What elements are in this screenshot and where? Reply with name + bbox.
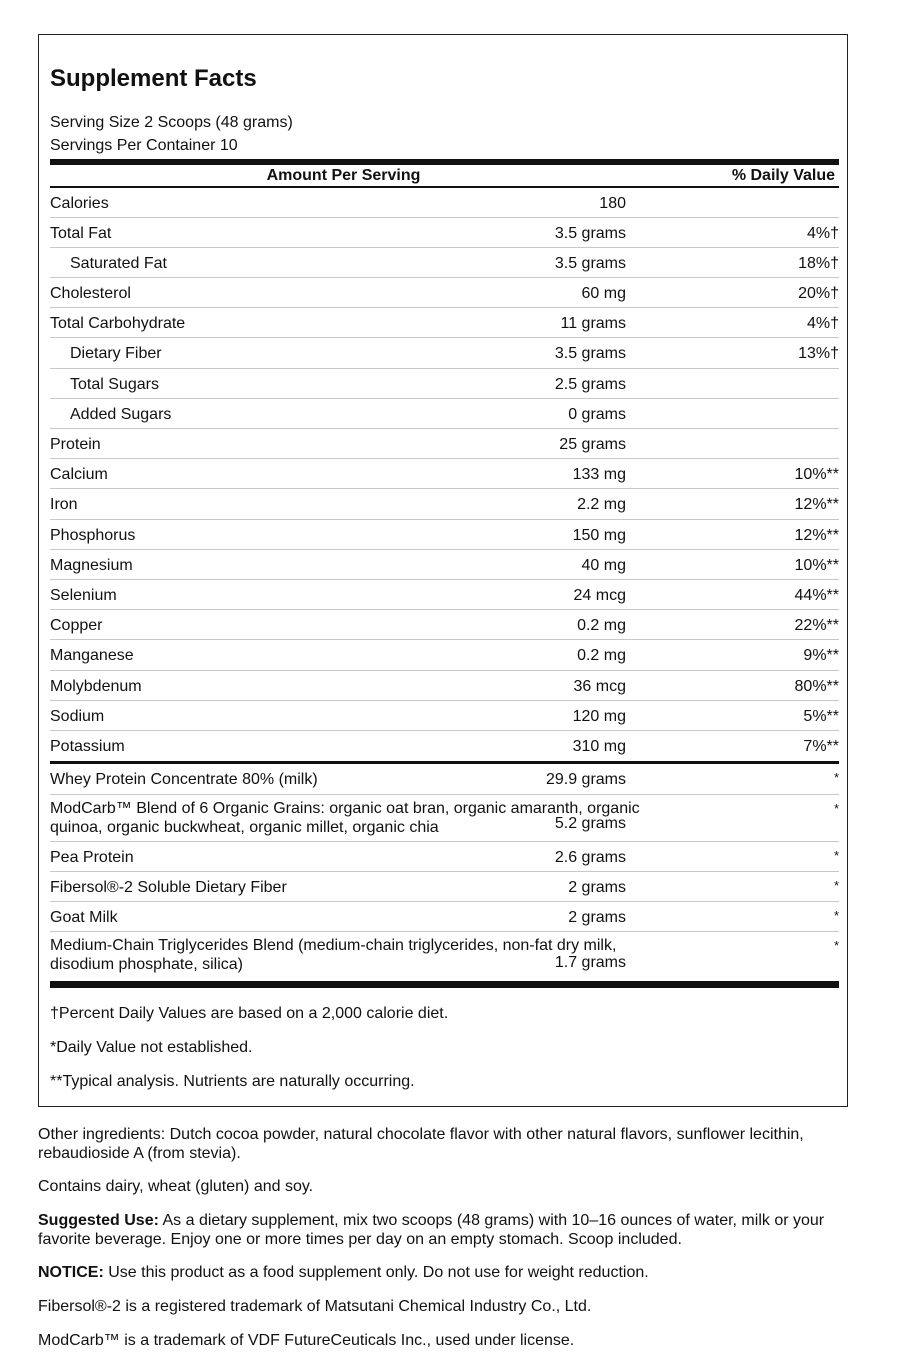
ingredient-row [50,764,839,795]
nutrient-dv: 7%** [803,738,839,755]
nutrient-row-total-carbohydrate [50,308,839,338]
amount-per-serving-header: Amount Per Serving [266,167,421,184]
nutrient-row-iron [50,489,839,520]
footnote-dagger: †Percent Daily Values are based on a 2,000 calorie diet. [50,1005,449,1022]
nutrient-amount: 180 [599,195,626,212]
nutrient-amount: 120 mg [572,708,626,725]
fibersol-trademark: Fibersol®-2 is a registered trademark of Matsutani Chemical Industry Co., Ltd. [38,1298,592,1315]
nutrient-row-manganese [50,640,839,671]
nutrient-row-selenium [50,580,839,610]
ingredient-name: Medium-Chain Triglycerides Blend (medium-chain triglycerides, non-fat dry milk, disodium phosphate, silica) [50,937,617,973]
nutrient-amount: 310 mg [572,738,626,755]
ingredient-dv: * [833,801,839,816]
nutrient-name: Dietary Fiber [70,345,162,362]
suggested-use [38,1211,838,1249]
ingredient-name: Pea Protein [50,849,134,866]
nutrient-amount: 133 mg [572,466,626,483]
other-ingredients: Other ingredients: Dutch cocoa powder, natural chocolate flavor with other natural flavors, sunflower lecithin, rebaudioside A (from stevia). [38,1126,804,1162]
ingredient-row [50,872,839,902]
nutrient-name: Phosphorus [50,527,136,544]
nutrient-name: Calcium [50,466,108,483]
footnote-double-star: **Typical analysis. Nutrients are naturally occurring. [50,1073,415,1090]
nutrient-dv: 80%** [794,678,839,695]
nutrient-row-copper [50,610,839,640]
ingredient-amount: 2.6 grams [554,849,626,866]
nutrient-row-added-sugars [50,399,839,429]
nutrient-dv: 5%** [803,708,839,725]
nutrient-dv: 4%† [806,225,839,242]
ingredient-amount: 1.7 grams [554,954,626,971]
ingredient-name: Goat Milk [50,909,118,926]
nutrient-dv: 9%** [803,647,839,664]
nutrient-amount: 0.2 mg [577,617,626,634]
nutrient-amount: 0.2 mg [577,647,626,664]
nutrient-name: Added Sugars [70,406,172,423]
nutrient-amount: 3.5 grams [554,255,626,272]
ingredient-row [50,842,839,872]
ingredient-row [50,902,839,932]
nutrient-amount: 3.5 grams [554,225,626,242]
ingredient-dv: * [833,878,839,893]
nutrient-name: Manganese [50,647,134,664]
nutrient-row-saturated-fat [50,248,839,278]
thick-rule-bottom [50,981,839,988]
nutrient-dv: 4%† [806,315,839,332]
thick-rule [50,159,839,165]
nutrient-amount: 150 mg [572,527,626,544]
footnote-star: *Daily Value not established. [50,1039,253,1056]
notice-label: NOTICE: [38,1264,104,1281]
ingredient-name: Whey Protein Concentrate 80% (milk) [50,771,318,788]
serving-size: Serving Size 2 Scoops (48 grams) [50,114,293,131]
allergen-statement: Contains dairy, wheat (gluten) and soy. [38,1178,314,1195]
nutrient-dv: 18%† [798,255,839,272]
ingredient-dv: * [833,938,839,953]
nutrient-name: Total Sugars [70,376,159,393]
supplement-facts-panel [38,34,848,1107]
notice [38,1263,838,1282]
nutrient-row-phosphorus [50,520,839,550]
ingredient-dv: * [833,848,839,863]
nutrient-row-total-fat [50,218,839,248]
nutrient-name: Iron [50,496,78,513]
nutrient-amount: 2.5 grams [554,376,626,393]
nutrient-name: Sodium [50,708,105,725]
ingredient-dv: * [833,908,839,923]
ingredient-name: Fibersol®-2 Soluble Dietary Fiber [50,879,287,896]
ingredient-dv: * [833,770,839,785]
ingredient-row [50,932,839,980]
nutrient-name: Protein [50,436,101,453]
nutrient-name: Copper [50,617,103,634]
nutrient-name: Cholesterol [50,285,131,302]
nutrient-row-sodium [50,701,839,731]
nutrient-name: Selenium [50,587,117,604]
ingredient-row [50,795,839,842]
modcarb-trademark: ModCarb™ is a trademark of VDF FutureCeuticals Inc., used under license. [38,1332,575,1349]
suggested-use-text: As a dietary supplement, mix two scoops (48 grams) with 10–16 ounces of water, milk or your favorite beverage. Enjoy one or more times per day on an empty stomach. Scoop included. [38,1212,825,1248]
daily-value-header: % Daily Value [731,167,835,184]
nutrient-dv: 20%† [798,285,839,302]
nutrient-dv: 10%** [794,466,839,483]
nutrient-row-protein [50,429,839,459]
nutrient-dv: 12%** [794,527,839,544]
nutrient-row-calories [50,188,839,218]
nutrient-amount: 40 mg [581,557,626,574]
suggested-use-label: Suggested Use: [38,1212,159,1229]
nutrient-dv: 10%** [794,557,839,574]
notice-text: Use this product as a food supplement only. Do not use for weight reduction. [108,1264,649,1281]
nutrient-row-molybdenum [50,671,839,701]
nutrient-name: Saturated Fat [70,255,167,272]
servings-per-container: Servings Per Container 10 [50,137,238,154]
nutrient-row-dietary-fiber [50,338,839,369]
nutrient-name: Potassium [50,738,125,755]
nutrient-amount: 3.5 grams [554,345,626,362]
ingredient-amount: 2 grams [568,909,626,926]
nutrient-dv: 12%** [794,496,839,513]
nutrient-amount: 60 mg [581,285,626,302]
nutrient-amount: 0 grams [568,406,626,423]
nutrient-dv: 44%** [794,587,839,604]
panel-title: Supplement Facts [50,65,257,92]
nutrient-name: Molybdenum [50,678,142,695]
nutrient-row-calcium [50,459,839,489]
nutrient-name: Total Carbohydrate [50,315,186,332]
nutrient-name: Magnesium [50,557,133,574]
nutrient-amount: 25 grams [559,436,626,453]
ingredient-amount: 2 grams [568,879,626,896]
nutrient-amount: 2.2 mg [577,496,626,513]
nutrient-amount: 11 grams [560,315,626,332]
ingredient-amount: 29.9 grams [545,771,626,788]
ingredient-name: ModCarb™ Blend of 6 Organic Grains: organic oat bran, organic amaranth, organic quinoa, organic buckwheat, organic millet, organic chia [50,800,640,836]
nutrient-amount: 36 mcg [573,678,626,695]
nutrient-name: Calories [50,195,109,212]
nutrient-row-magnesium [50,550,839,580]
nutrient-row-cholesterol [50,278,839,308]
nutrient-row-potassium [50,731,839,761]
nutrient-row-total-sugars [50,369,839,399]
nutrient-amount: 24 mcg [573,587,626,604]
ingredient-amount: 5.2 grams [554,815,626,832]
nutrient-name: Total Fat [50,225,112,242]
nutrient-dv: 13%† [798,345,839,362]
column-header [50,166,839,186]
nutrient-dv: 22%** [794,617,839,634]
